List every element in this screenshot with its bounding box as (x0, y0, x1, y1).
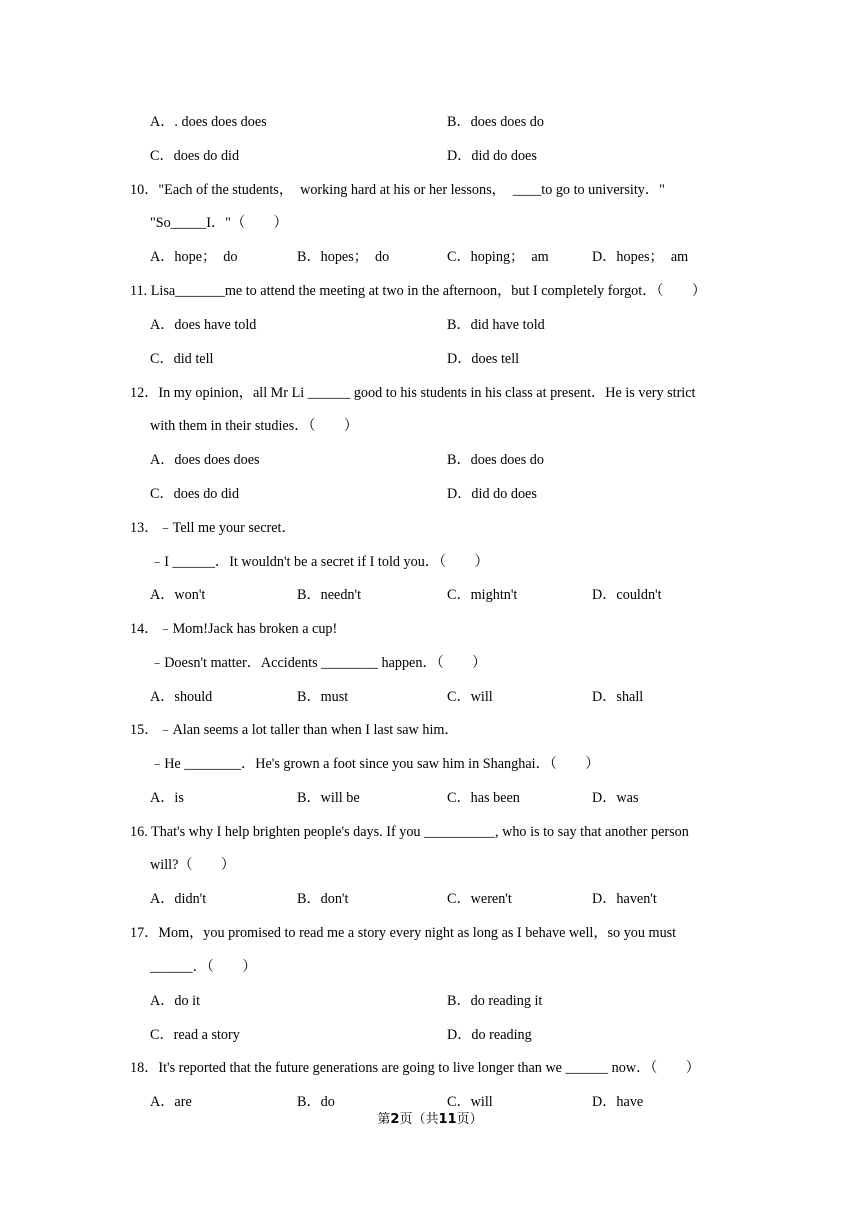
question-10-option-a: A．hope； do (150, 249, 238, 265)
question-13-option-a: A．won't (150, 587, 206, 603)
question-18-option-d: D．have (592, 1094, 644, 1110)
question-11-option-b: B．did have told (447, 317, 545, 333)
option-d: D．did do does (447, 148, 537, 164)
question-14-option-d: D．shall (592, 689, 644, 705)
question-12-stem: 12．In my opinion，all Mr Li ______ good to his students in his class at present．He is very strict (130, 385, 696, 401)
question-10-option-c: C．hoping； am (447, 249, 549, 265)
question-12-option-d: D．did do does (447, 486, 537, 502)
total-pages: 11 (438, 1112, 457, 1127)
option-c: C．does do did (150, 148, 240, 164)
footer-suffix: 页） (456, 1112, 483, 1127)
question-16-stem-cont: will?（ ） (150, 857, 236, 873)
question-10-stem: 10．"Each of the students， working hard at his or her lessons， ____to go to university．" (130, 182, 665, 198)
question-17-stem-cont: ______．（ ） (150, 959, 257, 975)
question-18-option-b: B．do (297, 1094, 335, 1110)
question-16-option-d: D．haven't (592, 891, 657, 907)
question-15-option-d: D．was (592, 790, 639, 806)
question-18-option-c: C．will (447, 1094, 493, 1110)
question-15-option-c: C．has been (447, 790, 520, 806)
question-12-option-a: A．does does does (150, 452, 260, 468)
question-14-stem: 14．﹣Mom!Jack has broken a cup! (130, 621, 338, 637)
question-18-stem: 18．It's reported that the future generations are going to live longer than we ______ now．（ ） (130, 1060, 700, 1076)
question-10-option-b: B．hopes； do (297, 249, 390, 265)
question-12-option-b: B．does does do (447, 452, 544, 468)
question-11-option-c: C．did tell (150, 351, 214, 367)
question-15-stem: 15．﹣Alan seems a lot taller than when I last saw him． (130, 722, 459, 738)
question-17-option-c: C．read a story (150, 1027, 240, 1043)
question-12-stem-cont: with them in their studies．（ ） (150, 418, 359, 434)
question-11-option-d: D．does tell (447, 351, 520, 367)
question-13-option-d: D．couldn't (592, 587, 662, 603)
question-13-option-b: B．needn't (297, 587, 362, 603)
question-13-option-c: C．mightn't (447, 587, 518, 603)
question-10-option-d: D．hopes； am (592, 249, 689, 265)
question-17-stem: 17．Mom，you promised to read me a story every night as long as I behave well，so you must (130, 925, 677, 941)
question-16-option-b: B．don't (297, 891, 349, 907)
question-11-stem: 11. Lisa_______me to attend the meeting at two in the afternoon，but I completely forgot．（ ） (130, 283, 707, 299)
question-14-option-b: B．must (297, 689, 349, 705)
question-18-option-a: A．are (150, 1094, 192, 1110)
question-12-option-c: C．does do did (150, 486, 240, 502)
question-17-option-d: D．do reading (447, 1027, 532, 1043)
question-17-option-b: B．do reading it (447, 993, 543, 1009)
question-11-option-a: A．does have told (150, 317, 257, 333)
option-b: B．does does do (447, 114, 544, 130)
option-a: A．. does does does (150, 114, 267, 130)
question-16-option-a: A．didn't (150, 891, 207, 907)
question-15-stem-cont: ﹣He ________．He's grown a foot since you saw him in Shanghai．（ ） (150, 756, 600, 772)
question-14-option-c: C．will (447, 689, 493, 705)
page-footer (0, 1111, 860, 1129)
question-17-option-a: A．do it (150, 993, 201, 1009)
footer-middle: 页（共 (399, 1112, 439, 1127)
question-16-stem: 16. That's why I help brighten people's days. If you __________, who is to say that another person (130, 824, 689, 840)
question-13-stem: 13．﹣Tell me your secret． (130, 520, 296, 536)
question-10-stem-cont: "So_____I．"（ ） (150, 215, 288, 231)
question-15-option-a: A．is (150, 790, 184, 806)
question-16-option-c: C．weren't (447, 891, 512, 907)
question-13-stem-cont: ﹣I ______．It wouldn't be a secret if I told you．（ ） (150, 554, 489, 570)
question-14-option-a: A．should (150, 689, 213, 705)
question-15-option-b: B．will be (297, 790, 360, 806)
page-number: 2 (390, 1112, 400, 1127)
footer-prefix: 第 (377, 1112, 391, 1127)
question-14-stem-cont: ﹣Doesn't matter．Accidents ________ happen．（ ） (150, 655, 487, 671)
